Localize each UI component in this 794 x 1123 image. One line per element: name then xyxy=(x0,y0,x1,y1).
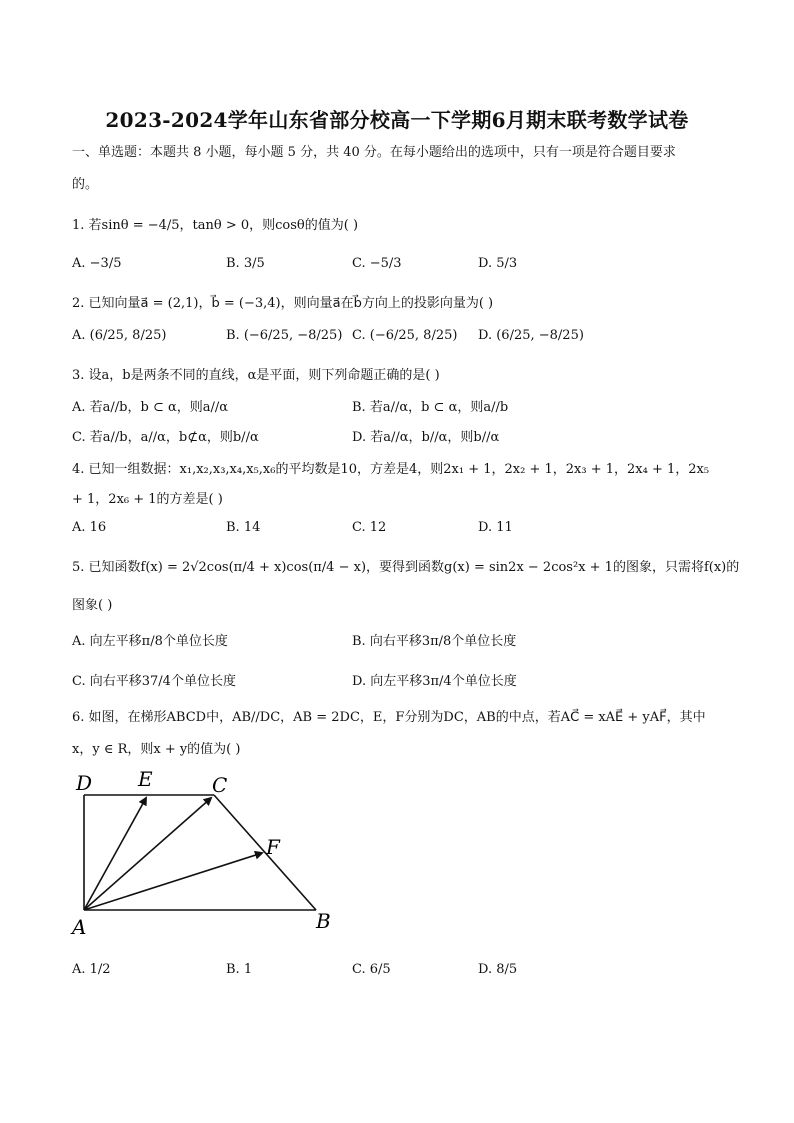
label-f: F xyxy=(266,835,280,859)
q1-option-c[interactable]: C. −5/3 xyxy=(352,256,402,271)
trapezoid-diagram xyxy=(68,762,348,942)
q6-option-a[interactable]: A. 1/2 xyxy=(72,962,111,977)
q4-option-b[interactable]: B. 14 xyxy=(226,520,261,535)
q6-option-b[interactable]: B. 1 xyxy=(226,962,253,977)
q5-option-c[interactable]: C. 向右平移37/4个单位长度 xyxy=(72,674,236,689)
q3-option-d[interactable]: D. 若a//α，b//α，则b//α xyxy=(352,430,500,445)
q1-option-a[interactable]: A. −3/5 xyxy=(72,256,122,271)
side-cb xyxy=(214,795,316,910)
section-heading-line-1: 一、单选题：本题共 8 小题，每小题 5 分，共 40 分。在每小题给出的选项中，只有一项是符合题目要求 xyxy=(72,145,676,160)
section-heading-line-2: 的。 xyxy=(72,177,99,192)
question-5-stem-line-1: 5. 已知函数f(x) = 2√2cos(π/4 + x)cos(π/4 − x)，要得到函数g(x) = sin2x − 2cos²x + 1的图象，只需将f(x)的 xyxy=(72,560,740,575)
q2-option-d[interactable]: D. (6/25, −8/25) xyxy=(478,328,584,343)
q1-option-b[interactable]: B. 3/5 xyxy=(226,256,265,271)
exam-title: 2023-2024学年山东省部分校高一下学期6月期末联考数学试卷 xyxy=(105,108,689,132)
question-2-stem: 2. 已知向量a⃗ = (2,1)，b⃗ = (−3,4)，则向量a⃗在b⃗方向上的投影向量为( ) xyxy=(72,296,494,311)
q2-option-b[interactable]: B. (−6/25, −8/25) xyxy=(226,328,343,343)
label-c: C xyxy=(212,773,228,797)
question-4-stem-line-1: 4. 已知一组数据：x₁,x₂,x₃,x₄,x₅,x₆的平均数是10，方差是4，则2x₁ + 1，2x₂ + 1，2x₃ + 1，2x₄ + 1，2x₅ xyxy=(72,462,710,477)
label-d: D xyxy=(76,771,93,795)
question-6-stem-line-1: 6. 如图，在梯形ABCD中，AB//DC，AB = 2DC，E，F分别为DC，AB的中点，若AC⃗ = xAE⃗ + yAF⃗，其中 xyxy=(72,710,706,725)
q6-option-c[interactable]: C. 6/5 xyxy=(352,962,391,977)
q1-option-d[interactable]: D. 5/3 xyxy=(478,256,518,271)
question-3-stem: 3. 设a，b是两条不同的直线，α是平面，则下列命题正确的是( ) xyxy=(72,368,440,383)
question-6-stem-line-2: x，y ∈ R，则x + y的值为( ) xyxy=(72,742,241,757)
label-e: E xyxy=(138,767,153,791)
question-5-stem-line-2: 图象( ) xyxy=(72,598,113,613)
q2-option-c[interactable]: C. (−6/25, 8/25) xyxy=(352,328,458,343)
q4-option-c[interactable]: C. 12 xyxy=(352,520,387,535)
q4-option-a[interactable]: A. 16 xyxy=(72,520,107,535)
question-1-stem: 1. 若sinθ = −4/5，tanθ > 0，则cosθ的值为( ) xyxy=(72,218,359,233)
q4-option-d[interactable]: D. 11 xyxy=(478,520,513,535)
label-a: A xyxy=(72,915,87,939)
q2-option-a[interactable]: A. (6/25, 8/25) xyxy=(72,328,167,343)
trapezoid-figure xyxy=(68,762,348,946)
question-4-stem-line-2: + 1，2x₆ + 1的方差是( ) xyxy=(72,492,223,507)
q6-option-d[interactable]: D. 8/5 xyxy=(478,962,518,977)
label-b: B xyxy=(316,909,331,933)
q3-option-b[interactable]: B. 若a//α，b ⊂ α，则a//b xyxy=(352,400,509,415)
q5-option-b[interactable]: B. 向右平移3π/8个单位长度 xyxy=(352,634,517,649)
vector-ac xyxy=(84,798,211,910)
q5-option-a[interactable]: A. 向左平移π/8个单位长度 xyxy=(72,634,228,649)
q3-option-a[interactable]: A. 若a//b，b ⊂ α，则a//α xyxy=(72,400,229,415)
q5-option-d[interactable]: D. 向左平移3π/4个单位长度 xyxy=(352,674,517,689)
q3-option-c[interactable]: C. 若a//b，a//α，b⊄α，则b//α xyxy=(72,430,259,445)
